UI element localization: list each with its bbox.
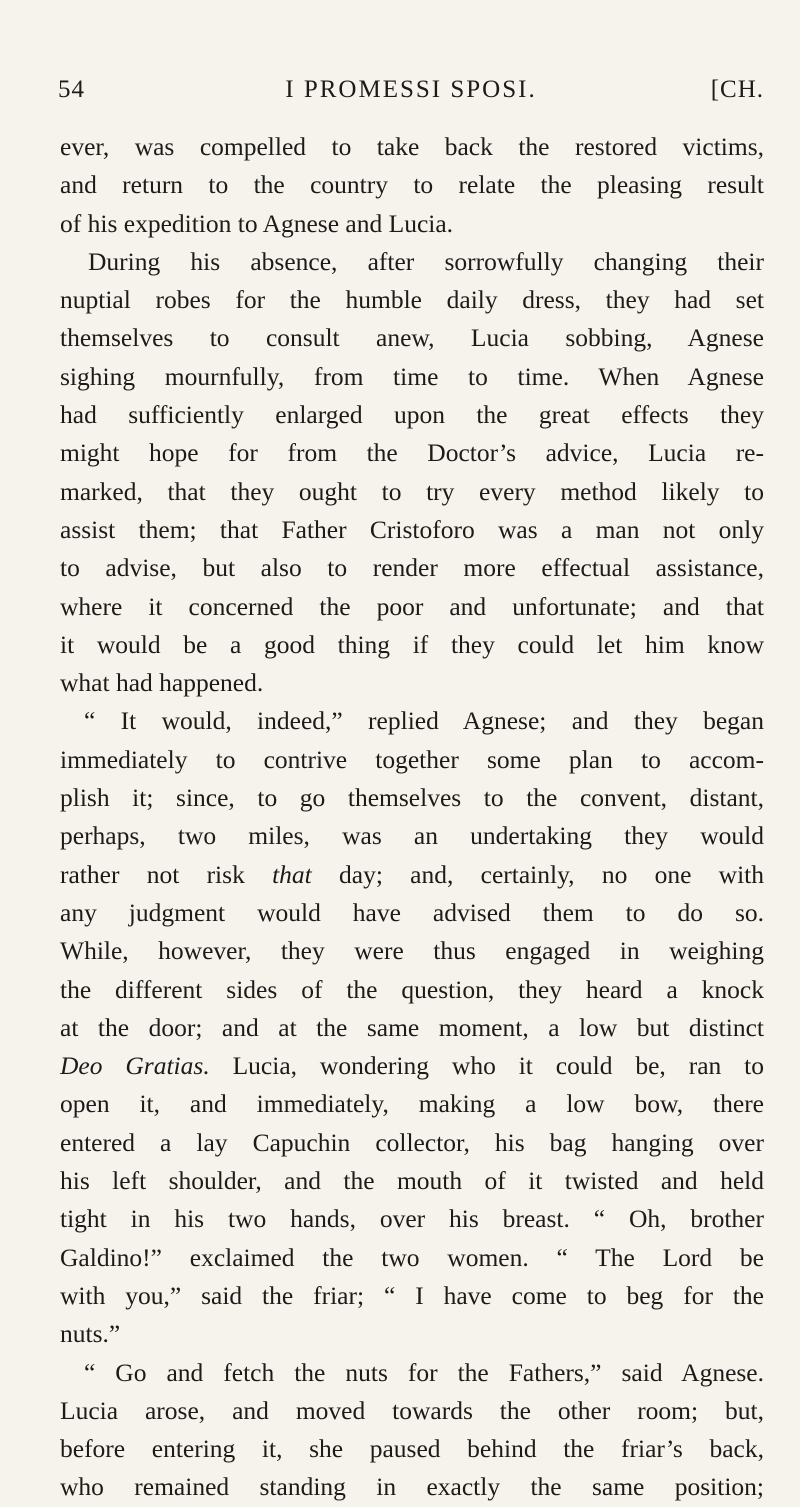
text-line: with you,” said the friar; “ I have come to beg for the xyxy=(60,1280,764,1310)
text-run: rather not risk xyxy=(60,859,273,889)
text-line: themselves to consult anew, Lucia sobbing, Agnese xyxy=(60,323,764,353)
text-line: “ It would, indeed,” replied Agnese; and they began xyxy=(84,706,764,736)
text-line: before entering it, she paused behind the friar’s back, xyxy=(60,1434,764,1464)
text-line: Galdino!” exclaimed the two women. “ The Lord be xyxy=(60,1242,764,1272)
text-line: immediately to contrive together some plan to accom- xyxy=(60,744,764,774)
chapter-mark: [CH. xyxy=(710,76,764,103)
text-line: of his expedition to Agnese and Lucia. xyxy=(60,208,454,238)
text-line: assist them; that Father Cristoforo was a man not only xyxy=(60,514,764,544)
text-line: what had happened. xyxy=(60,668,264,698)
text-line: plish it; since, to go themselves to the convent, distant, xyxy=(60,783,764,813)
text-line: “ Go and fetch the nuts for the Fathers,” said Agnese. xyxy=(84,1357,764,1387)
text-line: entered a lay Capuchin collector, his bag hanging over xyxy=(60,1127,764,1157)
text-line: open it, and immediately, making a low bow, there xyxy=(60,1089,764,1119)
running-title: I PROMESSI SPOSI. xyxy=(285,76,537,103)
text-line xyxy=(60,856,764,894)
running-head xyxy=(58,76,764,110)
text-line: During his absence, after sorrowfully changing their xyxy=(88,246,764,276)
text-line: where it concerned the poor and unfortunate; and that xyxy=(60,591,764,621)
text-line: Lucia arose, and moved towards the other room; but, xyxy=(60,1395,764,1425)
italic-emphasis: that xyxy=(272,859,312,889)
text-line: any judgment would have advised them to do so. xyxy=(60,897,764,927)
text-line: to advise, but also to render more effectual assistance, xyxy=(60,553,764,583)
text-line: sighing mournfully, from time to time. When Agnese xyxy=(60,361,764,391)
text-line: perhaps, two miles, was an undertaking they would xyxy=(60,821,764,851)
text-line: While, however, they were thus engaged in weighing xyxy=(60,936,764,966)
text-line: the different sides of the question, they heard a knock xyxy=(60,974,764,1004)
text-line: ever, was compelled to take back the restored victims, xyxy=(60,132,764,161)
text-line: nuptial robes for the humble daily dress, they had set xyxy=(60,285,764,315)
text-run: day; and, certainly, no one with xyxy=(311,859,764,889)
text-line: his left shoulder, and the mouth of it twisted and held xyxy=(60,1166,764,1196)
text-line: marked, that they ought to try every method likely to xyxy=(60,476,764,506)
text-line: tight in his two hands, over his breast. “ Oh, brother xyxy=(60,1204,764,1234)
page-number: 54 xyxy=(58,76,85,103)
text-line xyxy=(60,1047,764,1085)
text-line: it would be a good thing if they could let him know xyxy=(60,629,764,659)
text-line: had sufficiently enlarged upon the great effects they xyxy=(60,400,764,430)
text-line: who remained standing in exactly the same position; xyxy=(60,1472,764,1502)
text-line: and return to the country to relate the pleasing result xyxy=(60,170,764,200)
text-line: nuts.” xyxy=(60,1319,121,1349)
italic-emphasis: Deo Gratias. xyxy=(60,1051,210,1081)
text-line: at the door; and at the same moment, a low but distinct xyxy=(60,1012,764,1042)
body-text xyxy=(60,128,764,1507)
text-line: might hope for from the Doctor’s advice, Lucia re- xyxy=(60,438,764,468)
text-run: Lucia, wondering who it could be, ran to xyxy=(209,1051,764,1081)
